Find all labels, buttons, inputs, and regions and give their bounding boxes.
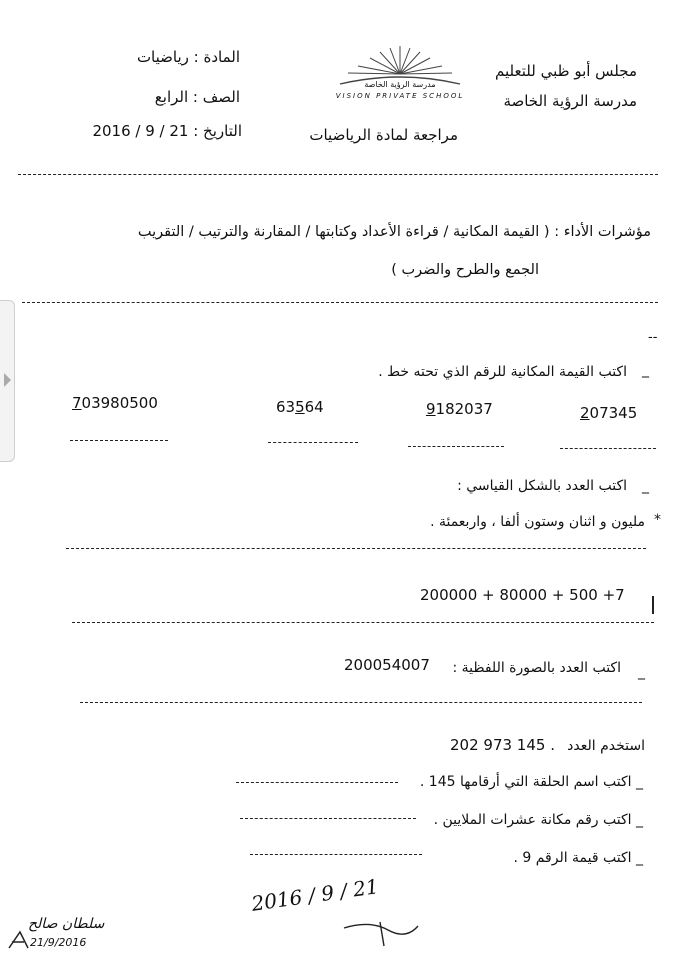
number-rest: 07345: [589, 404, 638, 422]
dash-mark: [652, 596, 654, 614]
subject-label: المادة : رياضيات: [136, 48, 240, 66]
q4-intro-label: استخدم العدد: [567, 738, 645, 754]
grade-label: الصف : الرابع: [154, 88, 240, 106]
handwritten-date: 2016 / 9 / 21: [250, 874, 381, 916]
stamp-name: سلطان صالح: [28, 916, 105, 932]
q4-sub-3: _ اكتب قيمة الرقم 9 .: [513, 850, 643, 866]
q2-marker: _: [642, 478, 649, 494]
school-logo: [330, 44, 470, 104]
number-prefix: 63: [276, 398, 296, 416]
underlined-digit: 5: [295, 398, 305, 416]
dash-mark: --: [648, 330, 658, 345]
answer-line[interactable]: [268, 442, 358, 443]
indicators-line-1: مؤشرات الأداء : ( القيمة المكانية / قراءة الأعداد وكتابتها / المقارنة والترتيب / التقريب: [137, 224, 651, 240]
side-panel-tab[interactable]: [0, 300, 15, 462]
q1-number: [72, 394, 158, 412]
divider: [22, 302, 658, 303]
q1-instruction: اكتب القيمة المكانية للرقم الذي تحته خط .: [378, 364, 627, 380]
signature-scribble: [340, 918, 420, 948]
divider: [18, 174, 658, 175]
answer-line[interactable]: [236, 782, 398, 783]
logo-text-ar: مدرسة الرؤية الخاصة: [364, 80, 436, 89]
number-rest: 182037: [435, 400, 493, 418]
answer-line[interactable]: [408, 446, 504, 447]
page-title: مراجعة لمادة الرياضيات: [309, 126, 458, 144]
underlined-digit: 2: [580, 404, 590, 422]
chevron-right-icon: [4, 373, 11, 387]
answer-line[interactable]: [70, 440, 168, 441]
q1-number: [276, 398, 324, 416]
number-rest: 64: [304, 398, 324, 416]
q2-item-1: مليون و اثنان وستون ألفا ، واربعمئة .: [430, 514, 645, 530]
date-label: التاريخ : 21 / 9 / 2016: [92, 122, 242, 140]
q3-number: 200054007: [344, 656, 430, 674]
stamp-date: 21/9/2016: [30, 936, 87, 949]
q3-instruction: اكتب العدد بالصورة اللفظية :: [452, 660, 621, 676]
answer-line[interactable]: [72, 622, 654, 623]
answer-line[interactable]: [240, 818, 416, 819]
answer-line[interactable]: [250, 854, 422, 855]
q4-sub-2: _ اكتب رقم مكانة عشرات الملايين .: [433, 812, 643, 828]
underlined-digit: 9: [426, 400, 436, 418]
q1-number: [426, 400, 493, 418]
answer-line[interactable]: [560, 448, 656, 449]
underlined-digit: 7: [72, 394, 82, 412]
logo-text-en: VISION PRIVATE SCHOOL: [335, 92, 465, 100]
q1-number: [580, 404, 637, 422]
q4-sub-1: _ اكتب اسم الحلقة التي أرقامها 145 .: [419, 774, 643, 790]
indicators-line-2: الجمع والطرح والضرب ): [391, 262, 539, 278]
q2-instruction: اكتب العدد بالشكل القياسي :: [457, 478, 627, 494]
q2-bullet: *: [654, 512, 661, 528]
q3-marker: _: [638, 664, 645, 680]
stamp-arrow-icon: [6, 928, 32, 950]
school-name: مدرسة الرؤية الخاصة: [503, 92, 637, 110]
answer-line[interactable]: [80, 702, 642, 703]
answer-line[interactable]: [66, 548, 646, 549]
q2-item-2: 200000 + 80000 + 500 +7: [420, 586, 625, 604]
org-name: مجلس أبو ظبي للتعليم: [495, 62, 637, 80]
q4-intro-number: 202 973 145 .: [450, 736, 555, 754]
q1-marker: _: [642, 362, 649, 378]
number-rest: 03980500: [81, 394, 158, 412]
